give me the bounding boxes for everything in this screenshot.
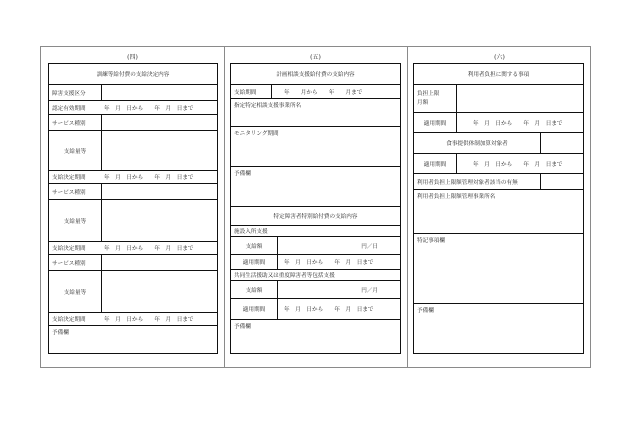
facility-period-row [231, 255, 400, 270]
notes-row [414, 234, 583, 304]
cap-period-row [414, 113, 583, 133]
section-4-remarks-row [49, 326, 217, 353]
disability-class-row [49, 85, 217, 101]
applicable-period-label: 適用期間 [423, 120, 447, 127]
amount-value[interactable] [101, 200, 219, 241]
section-5-remarks2-row [231, 320, 400, 353]
service-type-label: サービス種別 [52, 120, 86, 127]
group-home-row [231, 270, 400, 281]
group-home-period-row [231, 299, 400, 320]
monitoring-row [231, 127, 400, 167]
section-5-title: 計画相談支援給付費の支給内容 [276, 72, 355, 78]
amount-row-3 [49, 271, 217, 313]
section-5-remarks-label: 予備欄 [234, 171, 251, 177]
meal-period-row [414, 154, 583, 174]
amount-row-2 [49, 200, 217, 242]
section-5-remarks-row [231, 167, 400, 207]
monitoring-label: モニタリング期間 [234, 131, 279, 137]
section-6-remarks-row [414, 304, 583, 353]
applicable-period-value: 年 月 日から 年 月 日まで [456, 154, 585, 173]
service-type-label: サービス種別 [52, 189, 86, 196]
meal-label: 食事提供体制加算対象者 [446, 141, 508, 147]
notes-label: 特記事項欄 [417, 238, 445, 244]
decision-period-label: 支給決定期間 [52, 246, 86, 252]
cap-mgmt-office-row [414, 190, 583, 234]
applicable-period-label: 適用期間 [242, 260, 266, 266]
pay-period-value: 年 月から 年 月まで [271, 85, 402, 98]
section-6-remarks-label: 予備欄 [417, 308, 434, 314]
applicable-period-value: 年 月 日から 年 月 日まで [456, 113, 585, 132]
decision-period-value: 年 月 日から 年 月 日まで [104, 175, 194, 181]
decision-period-value: 年 月 日から 年 月 日まで [104, 317, 194, 323]
applicable-period-value: 年 月 日から 年 月 日まで [277, 255, 402, 269]
section-5-remarks2-label: 予備欄 [234, 324, 251, 330]
facility-amount-row [231, 237, 400, 255]
column-divider [224, 47, 225, 367]
amount-label: 支給額 [245, 243, 263, 250]
section-4-title: 訓練等給付費の支給決定内容 [96, 72, 170, 78]
cert-period-label: 認定有効期間 [52, 105, 86, 112]
applicable-period-value: 年 月 日から 年 月 日まで [277, 299, 402, 319]
cap-mgmt-label: 利用者負担上限額管理対象者該当の有無 [417, 179, 518, 186]
column-divider [407, 47, 408, 367]
daily-amount-value: 円／日 [277, 237, 402, 254]
section-5-table [230, 63, 401, 354]
decision-period-row-1 [49, 171, 217, 184]
section-6-table [413, 63, 584, 354]
amount-label: 支給量等 [63, 148, 87, 155]
service-type-row-2 [49, 184, 217, 200]
section-4-remarks-label: 予備欄 [52, 330, 69, 336]
amount-value[interactable] [101, 271, 219, 312]
cap-row [414, 85, 583, 113]
service-type-value[interactable] [101, 184, 219, 199]
amount-label: 支給量等 [63, 289, 87, 296]
cert-period-row [49, 101, 217, 115]
section-5-title-row [231, 64, 400, 85]
disability-class-value[interactable] [101, 85, 219, 100]
meal-value[interactable] [540, 133, 585, 153]
section-4-table [48, 63, 218, 354]
monthly-amount-value: 円／月 [277, 281, 402, 298]
decision-period-label: 支給決定期間 [52, 175, 86, 181]
applicable-period-label: 適用期間 [242, 307, 266, 313]
service-type-value[interactable] [101, 255, 219, 270]
facility-label: 施設入所支援 [234, 229, 268, 235]
pay-period-label: 支給期間 [234, 89, 257, 96]
cert-period-value: 年 月 日から 年 月 日まで [104, 105, 194, 112]
section-6-title-row [414, 64, 583, 85]
amount-label: 支給量等 [63, 218, 87, 225]
amount-value[interactable] [101, 131, 219, 170]
section-5-number: (五) [310, 54, 321, 61]
decision-period-label: 支給決定期間 [52, 317, 86, 323]
provider-row [231, 99, 400, 127]
amount-row-1 [49, 131, 217, 171]
group-home-amount-row [231, 281, 400, 299]
service-type-row-3 [49, 255, 217, 271]
group-home-label: 共同生活援助又は重度障害者等包括支援 [234, 273, 335, 279]
service-type-label: サービス種別 [52, 260, 86, 267]
section-4-number: (四) [127, 54, 138, 61]
special-title: 特定障害者特別給付費の支給内容 [273, 214, 358, 220]
meal-row [414, 133, 583, 154]
special-title-row [231, 207, 400, 226]
cap-mgmt-row [414, 174, 583, 190]
cap-value[interactable] [456, 85, 585, 112]
section-6-title: 利用者負担に関する事項 [467, 72, 530, 78]
decision-period-row-2 [49, 242, 217, 255]
section-4-title-row [49, 64, 217, 85]
facility-row [231, 226, 400, 237]
amount-label: 支給額 [245, 287, 263, 294]
service-type-row-1 [49, 115, 217, 131]
service-type-value[interactable] [101, 115, 219, 130]
decision-period-row-3 [49, 313, 217, 326]
cap-mgmt-office-label: 利用者負担上限額管理事業所名 [417, 194, 496, 200]
decision-period-value: 年 月 日から 年 月 日まで [104, 246, 194, 252]
applicable-period-label: 適用期間 [423, 161, 447, 168]
disability-class-label: 障害支援区分 [52, 90, 86, 97]
section-6-number: (六) [494, 54, 505, 61]
pay-period-row [231, 85, 400, 99]
certificate-sheet [40, 46, 591, 368]
cap-label: 負担上限月額 [417, 90, 440, 106]
provider-label: 指定特定相談支援事業所名 [234, 103, 302, 109]
cap-mgmt-value[interactable] [540, 174, 585, 189]
